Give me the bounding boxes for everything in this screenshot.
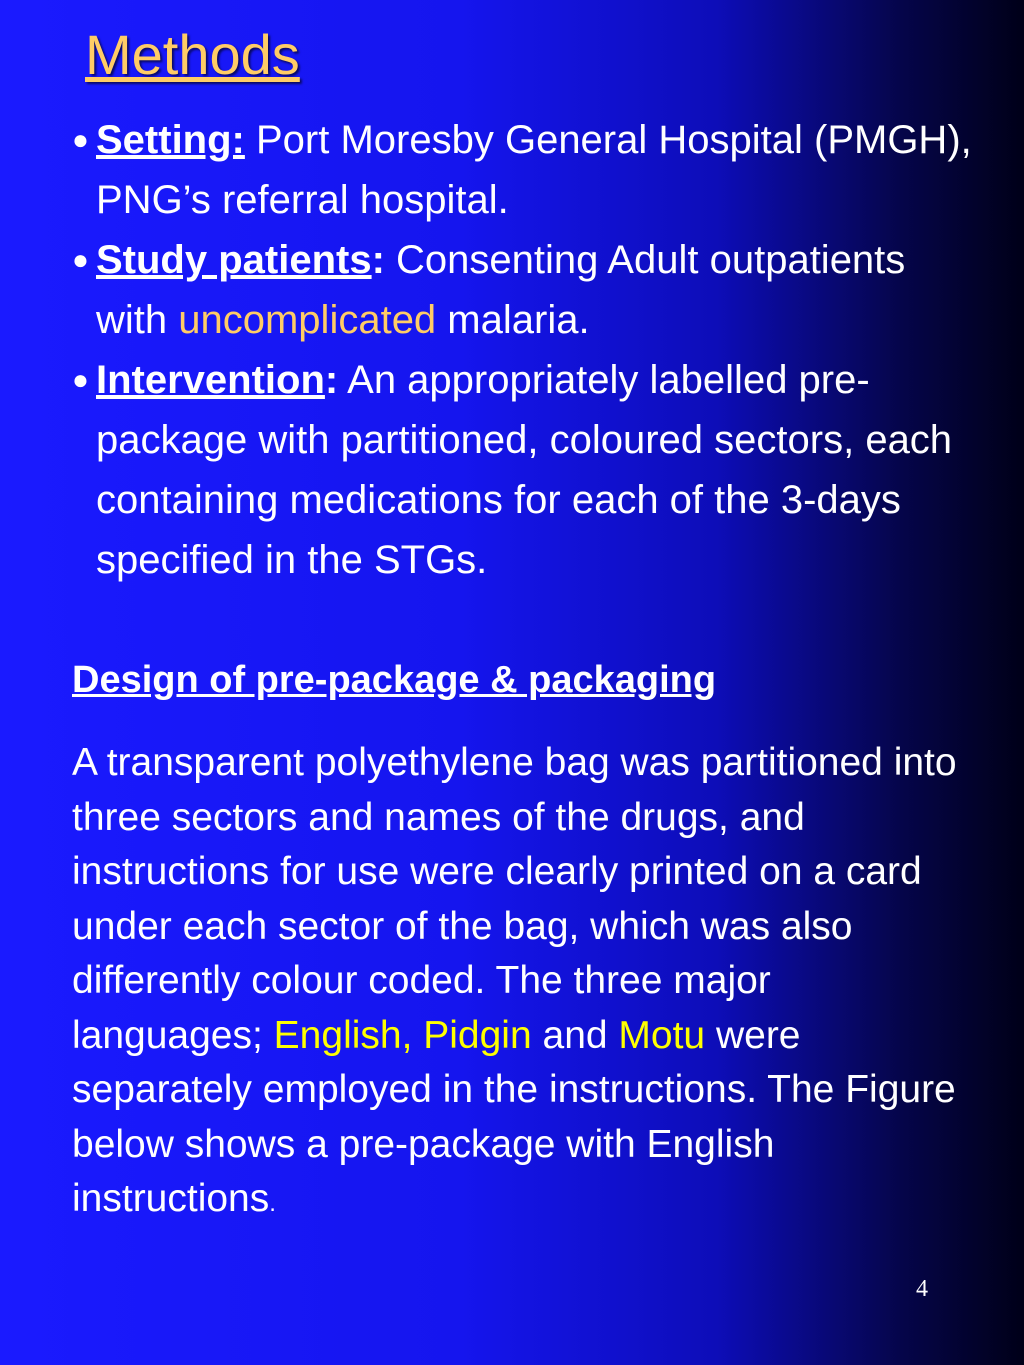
- study-patients-text: Consenting Adult outpatients with: [96, 238, 906, 342]
- page-number: 4: [916, 1276, 928, 1302]
- intervention-label: Intervention: [96, 358, 325, 402]
- study-patients-colon: :: [371, 238, 385, 282]
- bullet-dot-icon: ●: [72, 124, 89, 155]
- setting-label: Setting:: [96, 118, 245, 162]
- intervention-colon: :: [324, 358, 339, 402]
- bullet-list: [72, 110, 972, 590]
- bullet-study-patients: [72, 230, 972, 350]
- language-motu: Motu: [618, 1013, 706, 1057]
- slide-title: Methods: [85, 23, 300, 86]
- study-patients-label: Study patients: [96, 238, 372, 282]
- paragraph-part2: were separately employed in the instructions. The Figure below shows a pre-package with English instructions: [72, 1013, 956, 1220]
- language-english-pidgin: English, Pidgin: [273, 1013, 532, 1057]
- paragraph-end: .: [269, 1190, 276, 1217]
- uncomplicated-highlight: uncomplicated: [178, 298, 437, 342]
- bullet-dot-icon: ●: [72, 244, 89, 275]
- design-heading: Design of pre-package & packaging: [72, 659, 717, 701]
- bullet-intervention: [72, 350, 972, 590]
- paragraph-part1: A transparent polyethylene bag was partitioned into three sectors and names of the drugs, and instructions for use were clearly printed on a card under each sector of the bag, which was also differently colour coded. The three major languages;: [72, 741, 957, 1057]
- bullet-setting: [72, 110, 972, 230]
- design-paragraph: [72, 736, 972, 1232]
- bullet-dot-icon: ●: [72, 364, 89, 395]
- setting-text: Port Moresby General Hospital (PMGH), PNG’s referral hospital.: [96, 118, 972, 222]
- paragraph-and: and: [531, 1013, 619, 1057]
- intervention-text: An appropriately labelled pre-package with partitioned, coloured sectors, each containing medications for each of the 3-days specified in the STGs.: [96, 358, 953, 582]
- study-patients-text-end: malaria.: [436, 298, 590, 342]
